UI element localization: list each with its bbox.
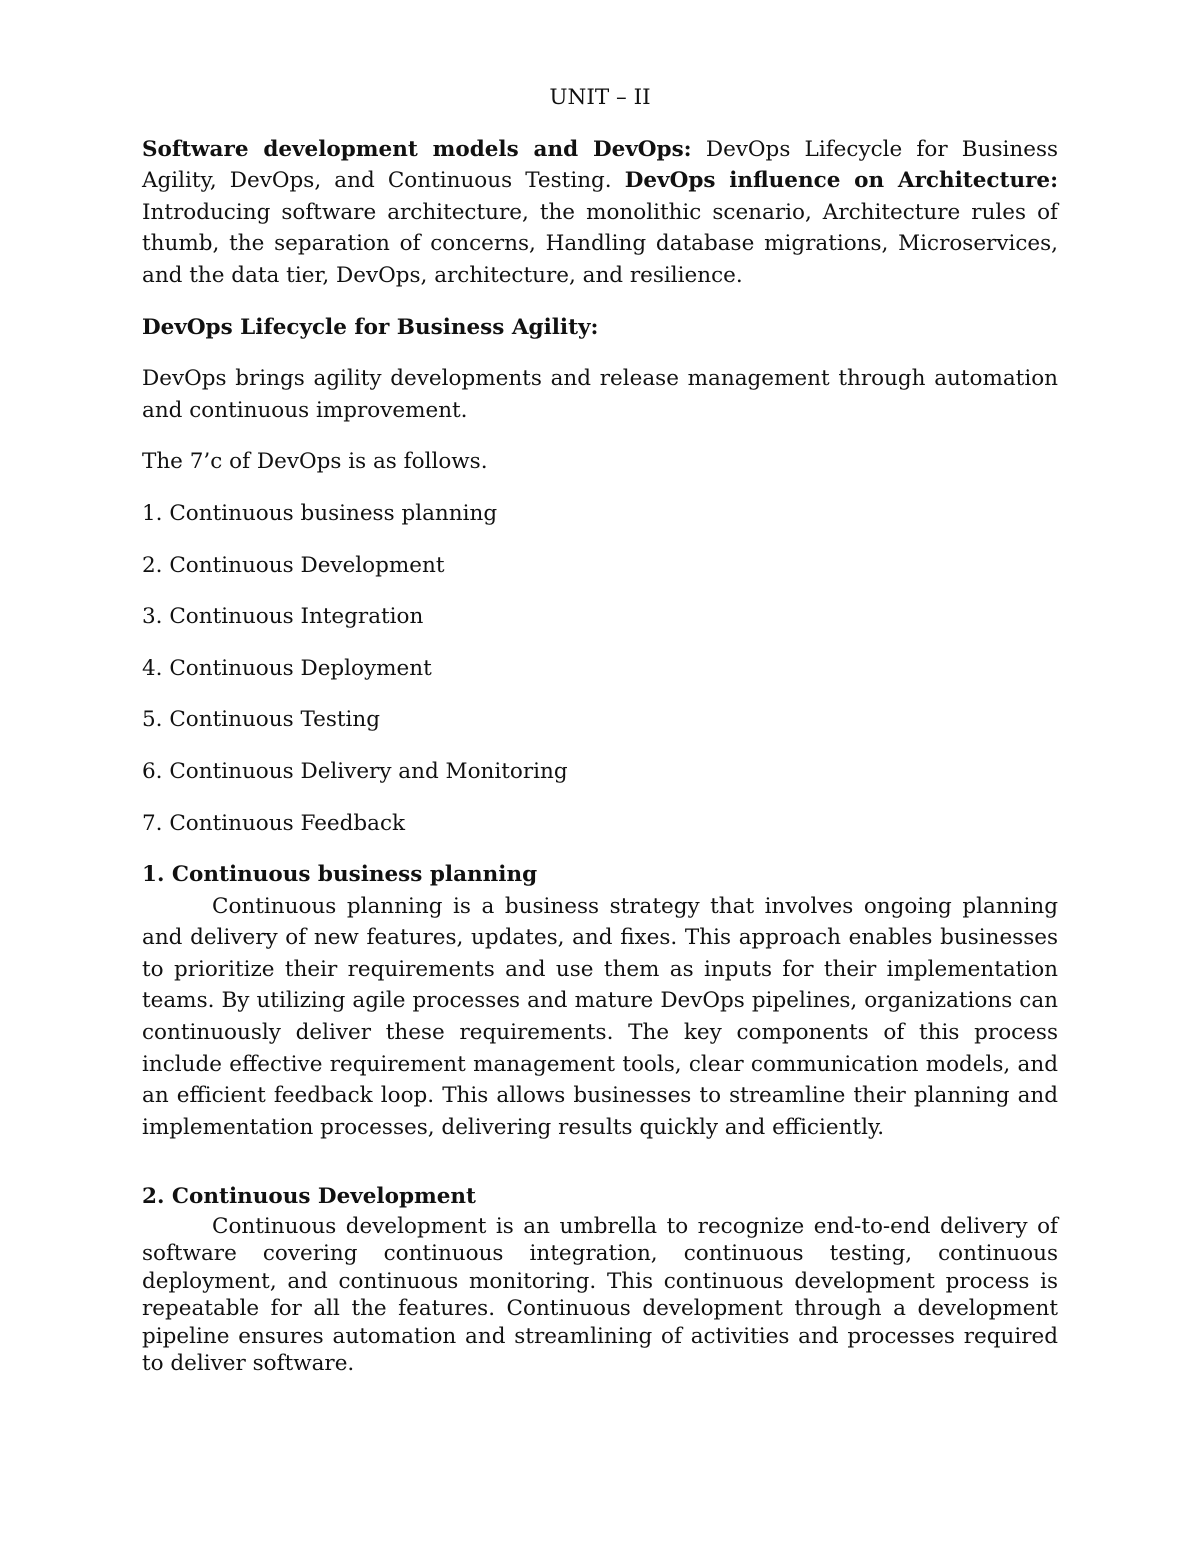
lifecycle-paragraph: DevOps brings agility developments and release management through automation and continuous improvement. (142, 366, 1058, 423)
document-page (142, 82, 1058, 1377)
list-item: 2. Continuous Development (142, 552, 445, 578)
list-item: 7. Continuous Feedback (142, 810, 406, 836)
intro-paragraph (142, 134, 1058, 292)
list-item: 4. Continuous Deployment (142, 655, 432, 681)
intro-text-models: DevOps Lifecycle for Business Agility, DevOps, and Continuous Testing. (142, 136, 1059, 194)
intro-heading-architecture: DevOps influence on Architecture: (624, 168, 1059, 194)
section-2-heading: 2. Continuous Development (142, 1184, 476, 1210)
list-item: 1. Continuous business planning (142, 500, 498, 526)
unit-title: UNIT – II (549, 85, 651, 110)
section-1-body: Continuous planning is a business strategy that involves ongoing planning and delivery of new features, updates, and fixes. This approach enables businesses to prioritize their requirements and use them as inputs for their implementation teams. By utilizing agile processes and mature DevOps pipelines, organizations can continuously deliver these requirements. The key components of this process include effective requirement management tools, clear communication models, and an efficient feedback loop. This allows businesses to streamline their planning and implementation processes, delivering results quickly and efficiently. (142, 893, 1058, 1140)
list-item: 5. Continuous Testing (142, 707, 381, 733)
section-2-body: Continuous development is an umbrella to recognize end-to-end delivery of software covering continuous integration, continuous testing, continuous deployment, and continuous monitoring. This continuous development process is repeatable for all the features. Continuous development through a development pipeline ensures automation and streamlining of activities and processes required to deliver software. (142, 1214, 1058, 1377)
list-item: 3. Continuous Integration (142, 604, 424, 630)
intro-text-architecture: Introducing software architecture, the monolithic scenario, Architecture rules of thumb, the separation of concerns, Handling database migrations, Microservices, and the data tier, DevOps, architecture, and resilience. (142, 199, 1058, 288)
list-item: 6. Continuous Delivery and Monitoring (142, 758, 568, 784)
intro-heading-models: Software development models and DevOps: (142, 136, 692, 162)
list-intro: The 7’c of DevOps is as follows. (142, 449, 488, 475)
lifecycle-heading: DevOps Lifecycle for Business Agility: (142, 314, 599, 340)
section-1-heading: 1. Continuous business planning (142, 862, 538, 888)
